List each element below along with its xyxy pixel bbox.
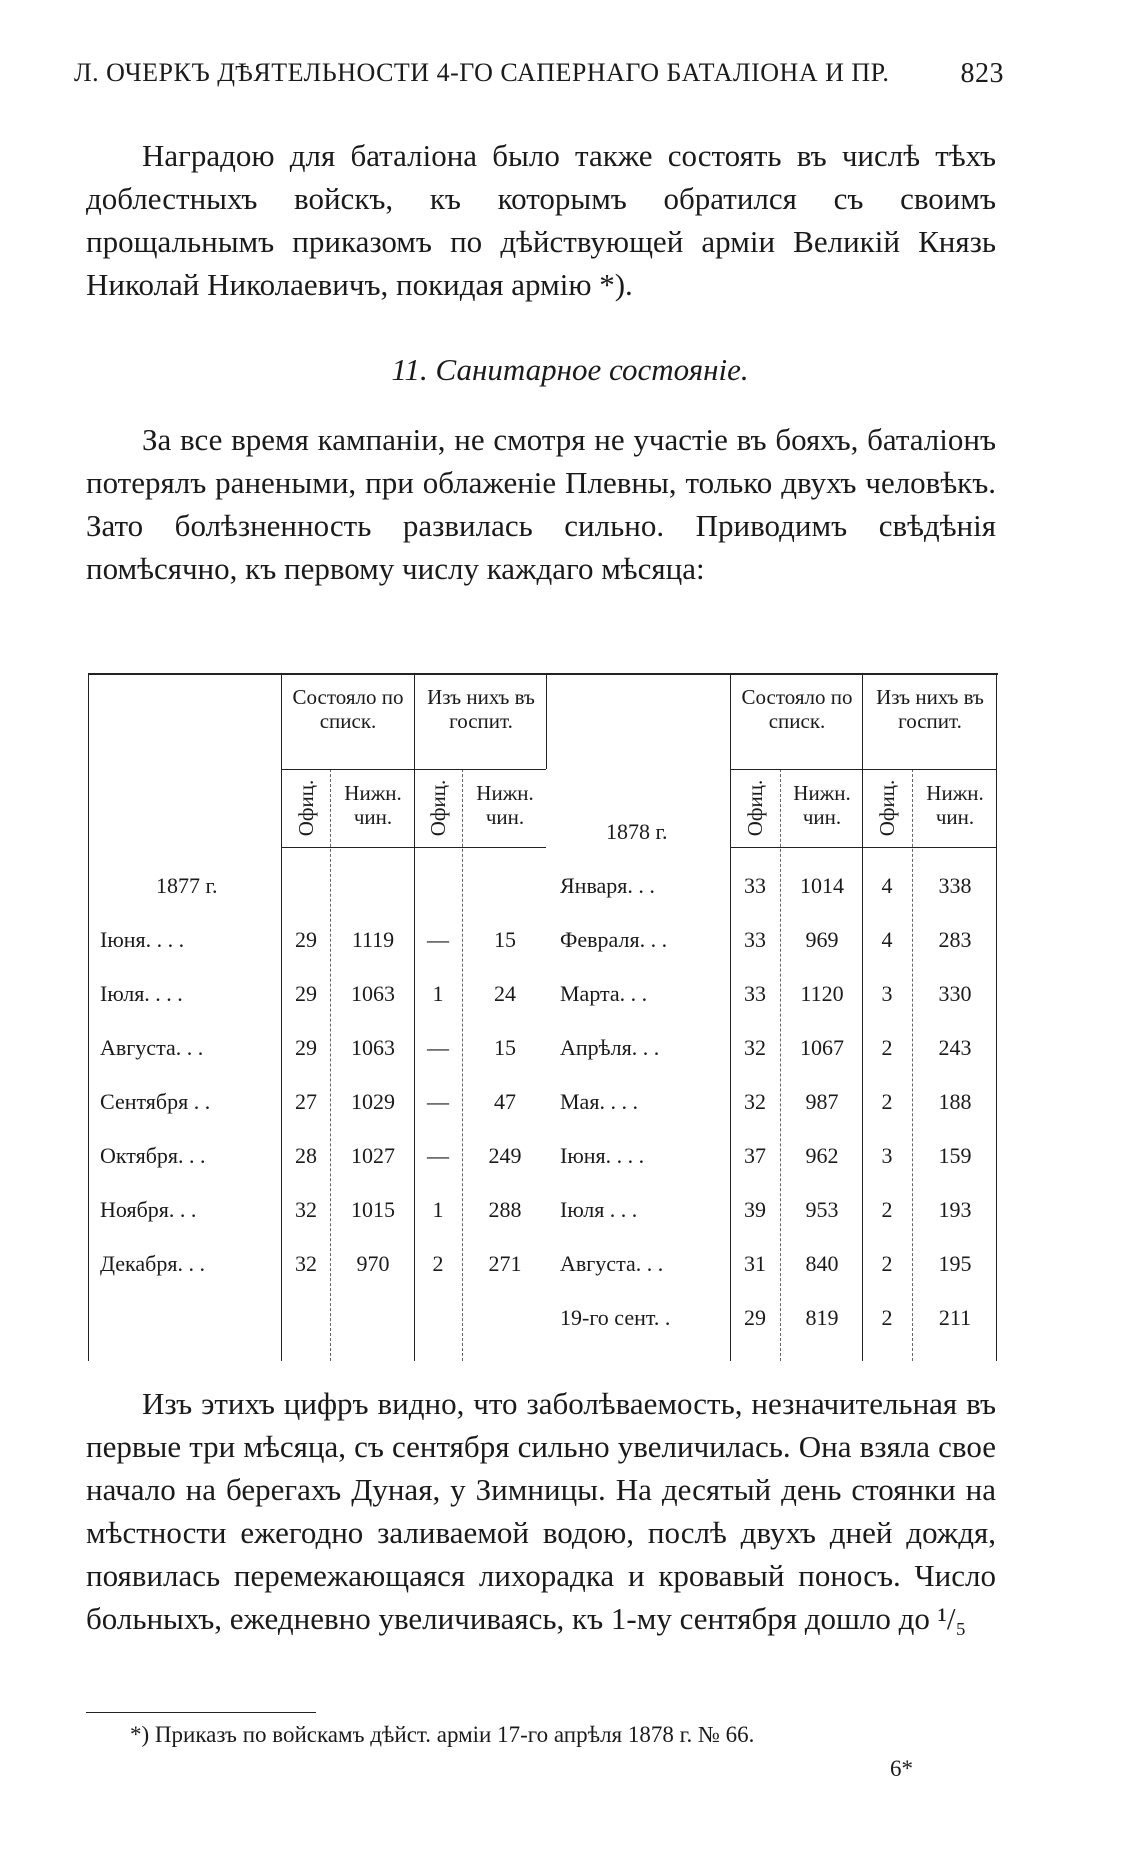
table-cell-month: Марта. . .: [560, 981, 648, 1006]
table-cell-off: 32: [744, 1089, 766, 1114]
table-rule: [996, 673, 997, 1361]
table-cell-low: 1119: [351, 927, 395, 952]
table-cell-h-off: —: [427, 1143, 449, 1168]
header-lower-ranks: Нижн. чин.: [926, 781, 984, 829]
table-cell-h-low: 338: [938, 873, 972, 898]
table-cell-month: Января. . .: [560, 873, 655, 898]
table-cell-h-low: 283: [938, 927, 972, 952]
table-cell-off: 29: [295, 981, 317, 1006]
table-cell-h-off: 2: [432, 1251, 444, 1276]
table-cell-h-low: 330: [938, 981, 972, 1006]
paragraph-sanitary: За все время кампаніи, не смотря не участіе въ бояхъ, баталіонъ потерялъ ранеными, при облаженіе Плевны, только двухъ человѣкъ. Зато болѣзненность развилась сильно. Приводимъ свѣдѣнія помѣсячно, къ первому числу каждаго мѣсяца:: [86, 422, 996, 586]
table-cell-h-low: 249: [488, 1143, 522, 1168]
header-on-list-left: Состояло по списк.: [292, 685, 404, 733]
table-cell-h-low: 159: [938, 1143, 972, 1168]
table-cell-h-low: 243: [938, 1035, 972, 1060]
table-cell-month: 19-го сент. .: [560, 1305, 671, 1330]
table-cell-h-off: —: [427, 1089, 449, 1114]
footnote: *) Приказъ по войскамъ дѣйст. арміи 17-го апрѣля 1878 г. № 66.: [130, 1722, 755, 1747]
table-rule: [730, 769, 996, 770]
paragraph-award: Наградою для баталіона было также состоять въ числѣ тѣхъ доблестныхъ войскъ, къ которымъ обратился съ своимъ прощальнымъ приказомъ по дѣйствующей арміи Великій Князь Николай Николаевичъ, покидая армію *).: [86, 138, 996, 302]
table-cell-low: 953: [805, 1197, 839, 1222]
table-cell-month: Іюня. . . .: [100, 927, 185, 952]
table-cell-low: 1027: [351, 1143, 395, 1168]
table-cell-low: 1063: [351, 1035, 395, 1060]
table-cell-h-low: 188: [938, 1089, 972, 1114]
table-rule: [912, 769, 913, 1361]
table-cell-low: 1014: [800, 873, 844, 898]
table-rule: [546, 673, 547, 769]
table-cell-off: 32: [295, 1251, 317, 1276]
table-cell-low: 987: [805, 1089, 839, 1114]
signature-mark: 6*: [890, 1756, 913, 1781]
running-header: [74, 58, 1004, 90]
table-rule: [780, 769, 781, 1361]
table-cell-off: 29: [744, 1305, 766, 1330]
table-cell-h-low: 271: [488, 1251, 522, 1276]
year-1877-label: 1877 г.: [156, 873, 218, 898]
table-cell-month: Іюля. . . .: [100, 981, 183, 1006]
header-lower-ranks: Нижн. чин.: [476, 781, 534, 829]
table-cell-month: Февраля. . .: [560, 927, 668, 952]
page-number: 823: [960, 58, 1004, 89]
table-cell-off: 33: [744, 927, 766, 952]
table-cell-h-off: 1: [432, 1197, 444, 1222]
table-cell-h-off: 3: [881, 1143, 893, 1168]
table-rule: [730, 847, 996, 848]
table-cell-off: 37: [744, 1143, 766, 1168]
table-cell-month: Сентября . .: [100, 1089, 211, 1114]
table-cell-off: 32: [295, 1197, 317, 1222]
table-cell-h-low: 15: [494, 1035, 516, 1060]
header-officers: Офиц.: [426, 779, 450, 837]
table-cell-month: Октября. . .: [100, 1143, 206, 1168]
table-cell-off: 32: [744, 1035, 766, 1060]
table-cell-off: 39: [744, 1197, 766, 1222]
table-rule: [281, 847, 546, 848]
table-cell-off: 28: [295, 1143, 317, 1168]
header-lower-ranks: Нижн. чин.: [344, 781, 402, 829]
table-cell-low: 1063: [351, 981, 395, 1006]
table-cell-h-off: 4: [881, 873, 893, 898]
paragraph-conclusion: Изъ этихъ цифръ видно, что заболѣваемость, незначительная въ первые три мѣсяца, съ сентября сильно увеличилась. Она взяла свое начало на берегахъ Дуная, у Зимницы. На десятый день стоянки на мѣстности ежегодно заливаемой водою, послѣ двухъ дней дождя, появилась перемежающаяся лихорадка и кровавый поносъ. Число больныхъ, ежедневно увеличиваясь, къ 1-му сентября дошло до ¹/₅: [86, 1386, 996, 1636]
table-rule: [281, 769, 546, 770]
table-cell-off: 33: [744, 873, 766, 898]
table-cell-low: 1067: [800, 1035, 844, 1060]
table-cell-h-off: 2: [881, 1035, 893, 1060]
table-cell-month: Августа. . .: [100, 1035, 204, 1060]
table-cell-off: 27: [295, 1089, 317, 1114]
table-cell-month: Апрѣля. . .: [560, 1035, 660, 1060]
header-officers: Офиц.: [875, 779, 899, 837]
table-cell-low: 819: [805, 1305, 839, 1330]
table-cell-h-off: —: [427, 927, 449, 952]
header-hospital-right: Изъ нихъ въ госпит.: [876, 685, 984, 733]
table-cell-low: 969: [805, 927, 839, 952]
table-cell-low: 1029: [351, 1089, 395, 1114]
table-cell-off: 33: [744, 981, 766, 1006]
sickness-table: [88, 673, 998, 1361]
table-cell-off: 31: [744, 1251, 766, 1276]
table-cell-h-off: 1: [432, 981, 444, 1006]
table-cell-h-low: 24: [494, 981, 516, 1006]
table-cell-h-off: 4: [881, 927, 893, 952]
header-officers: Офиц.: [294, 779, 318, 837]
table-cell-h-low: 195: [938, 1251, 972, 1276]
section-title: 11. Санитарное состояніе.: [391, 352, 749, 387]
header-hospital-left: Изъ нихъ въ госпит.: [427, 685, 535, 733]
table-cell-month: Іюня. . . .: [560, 1143, 645, 1168]
table-cell-h-low: 47: [494, 1089, 516, 1114]
year-1878-label: 1878 г.: [606, 819, 668, 844]
table-cell-low: 1015: [351, 1197, 395, 1222]
table-cell-h-low: 193: [938, 1197, 972, 1222]
table-cell-month: Мая. . . .: [560, 1089, 638, 1114]
table-rule: [330, 769, 331, 1361]
table-cell-h-off: 2: [881, 1089, 893, 1114]
table-cell-off: 29: [295, 1035, 317, 1060]
table-cell-h-low: 211: [938, 1305, 972, 1330]
table-cell-h-low: 288: [488, 1197, 522, 1222]
header-on-list-right: Состояло по списк.: [741, 685, 853, 733]
table-cell-h-off: 3: [881, 981, 893, 1006]
table-rule: [88, 673, 89, 1361]
table-cell-month: Ноября. . .: [100, 1197, 197, 1222]
header-title: Л. ОЧЕРКЪ ДѢЯТЕЛЬНОСТИ 4-ГО САПЕРНАГО БАТАЛІОНА И ПР.: [74, 58, 890, 87]
table-cell-low: 840: [805, 1251, 839, 1276]
table-cell-h-off: 2: [881, 1305, 893, 1330]
table-cell-month: Августа. . .: [560, 1251, 664, 1276]
header-lower-ranks: Нижн. чин.: [793, 781, 851, 829]
table-cell-low: 962: [805, 1143, 839, 1168]
table-cell-h-off: 2: [881, 1197, 893, 1222]
table-cell-h-off: 2: [881, 1251, 893, 1276]
table-cell-low: 1120: [800, 981, 844, 1006]
table-cell-h-low: 15: [494, 927, 516, 952]
table-cell-month: Декабря. . .: [100, 1251, 205, 1276]
table-rule: [462, 769, 463, 1361]
table-cell-month: Іюля . . .: [560, 1197, 638, 1222]
table-cell-h-off: —: [427, 1035, 449, 1060]
footnote-rule: [86, 1712, 316, 1713]
table-cell-low: 970: [356, 1251, 390, 1276]
table-cell-off: 29: [295, 927, 317, 952]
header-officers: Офиц.: [743, 779, 767, 837]
